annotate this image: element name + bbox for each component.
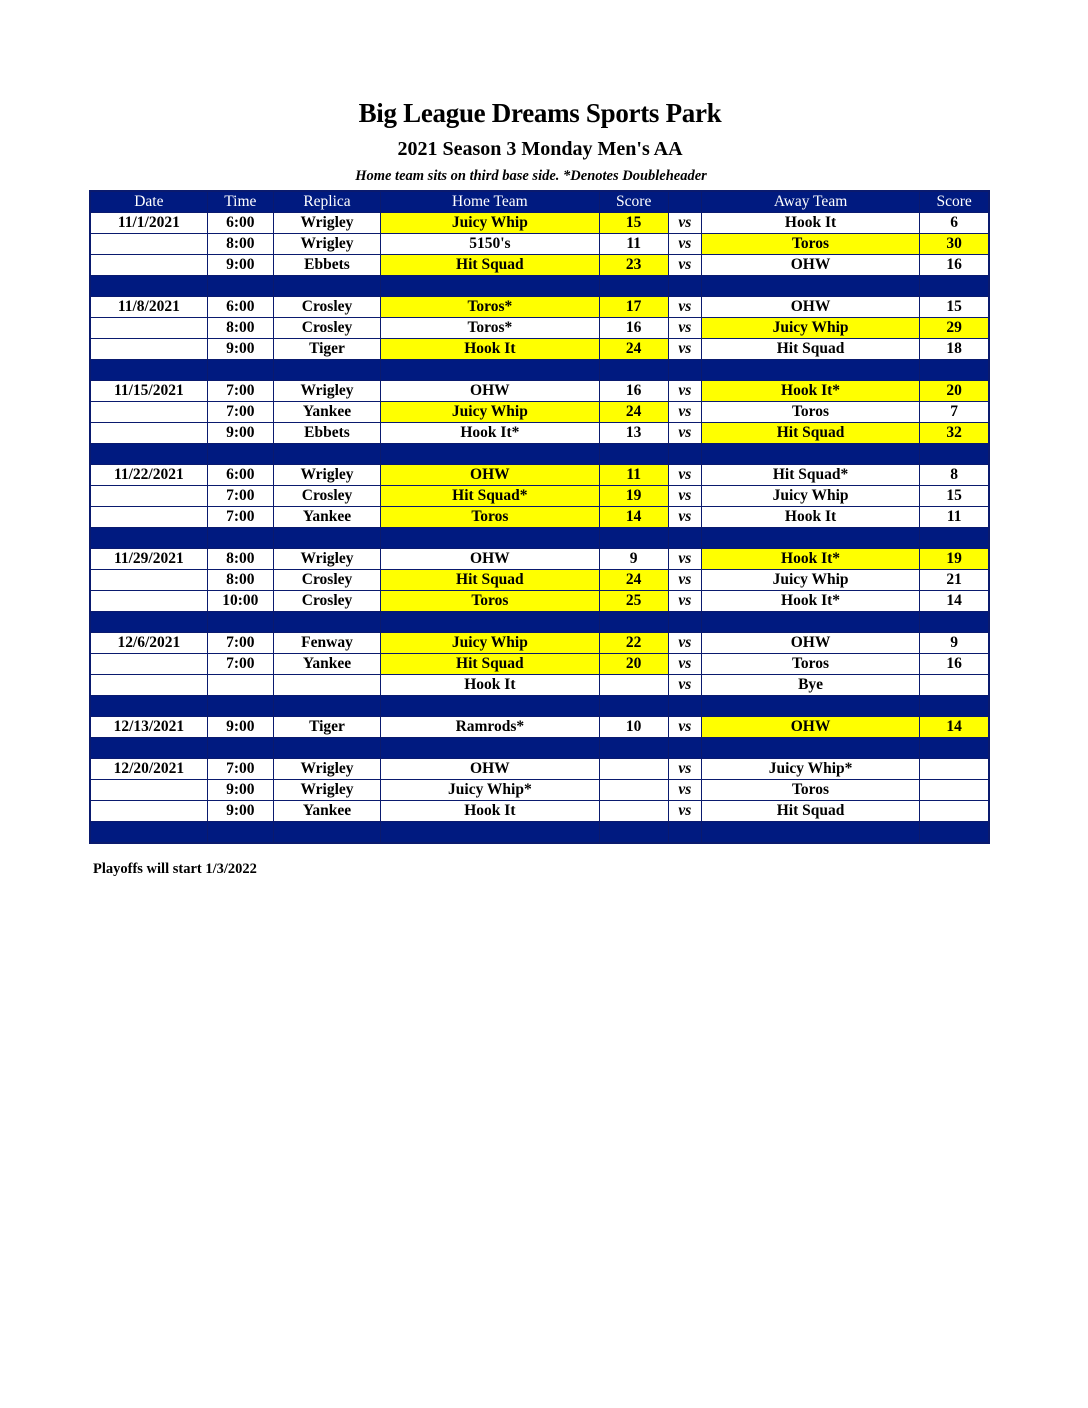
vs-label: vs (668, 654, 701, 675)
home-team: Toros* (381, 297, 599, 318)
game-date: 12/13/2021 (90, 717, 207, 738)
separator-cell (90, 738, 207, 759)
home-team: 5150's (381, 234, 599, 255)
home-team: Hook It (381, 339, 599, 360)
separator-cell (273, 696, 380, 717)
game-replica: Wrigley (273, 381, 380, 402)
separator-cell (273, 528, 380, 549)
separator-cell (381, 696, 599, 717)
separator-cell (701, 276, 919, 297)
game-date: 11/15/2021 (90, 381, 207, 402)
separator-cell (668, 696, 701, 717)
game-time: 8:00 (207, 234, 273, 255)
game-replica: Yankee (273, 507, 380, 528)
separator-cell (273, 360, 380, 381)
home-score: 24 (599, 339, 668, 360)
game-row (90, 381, 989, 402)
game-time: 6:00 (207, 297, 273, 318)
separator-cell (90, 276, 207, 297)
away-team: Hook It (701, 213, 919, 234)
game-time: 7:00 (207, 654, 273, 675)
home-score: 16 (599, 381, 668, 402)
home-team: Juicy Whip (381, 633, 599, 654)
vs-label: vs (668, 381, 701, 402)
separator-cell (381, 612, 599, 633)
vs-label: vs (668, 402, 701, 423)
separator-cell (207, 612, 273, 633)
col-vs (668, 191, 701, 213)
game-replica: Fenway (273, 633, 380, 654)
away-score: 8 (920, 465, 989, 486)
home-team: Hook It* (381, 423, 599, 444)
game-time: 10:00 (207, 591, 273, 612)
game-date (90, 591, 207, 612)
away-score: 14 (920, 717, 989, 738)
game-row (90, 507, 989, 528)
home-score: 15 (599, 213, 668, 234)
game-replica: Wrigley (273, 234, 380, 255)
vs-label: vs (668, 465, 701, 486)
game-time: 7:00 (207, 486, 273, 507)
separator-cell (920, 738, 989, 759)
game-time: 8:00 (207, 318, 273, 339)
separator-cell (599, 822, 668, 844)
game-replica: Ebbets (273, 255, 380, 276)
col-away-score: Score (920, 191, 989, 213)
away-score: 16 (920, 654, 989, 675)
home-team: OHW (381, 759, 599, 780)
game-replica: Ebbets (273, 423, 380, 444)
away-score: 11 (920, 507, 989, 528)
game-replica: Tiger (273, 717, 380, 738)
vs-label: vs (668, 486, 701, 507)
game-row (90, 591, 989, 612)
away-team: Juicy Whip (701, 486, 919, 507)
game-date: 11/8/2021 (90, 297, 207, 318)
away-team: OHW (701, 633, 919, 654)
game-time (207, 675, 273, 696)
away-score: 30 (920, 234, 989, 255)
game-date (90, 318, 207, 339)
home-score: 25 (599, 591, 668, 612)
home-score: 23 (599, 255, 668, 276)
col-time: Time (207, 191, 273, 213)
vs-label: vs (668, 591, 701, 612)
home-score: 16 (599, 318, 668, 339)
away-score: 6 (920, 213, 989, 234)
week-separator (90, 612, 989, 633)
separator-cell (668, 822, 701, 844)
vs-label: vs (668, 318, 701, 339)
game-row (90, 297, 989, 318)
home-team: Hook It (381, 801, 599, 822)
home-team: Hit Squad (381, 654, 599, 675)
week-separator (90, 360, 989, 381)
separator-cell (701, 822, 919, 844)
separator-cell (920, 444, 989, 465)
game-date (90, 675, 207, 696)
away-team: OHW (701, 255, 919, 276)
game-time: 9:00 (207, 423, 273, 444)
separator-cell (90, 612, 207, 633)
home-team: OHW (381, 381, 599, 402)
game-date: 12/6/2021 (90, 633, 207, 654)
game-replica: Crosley (273, 570, 380, 591)
away-score: 15 (920, 486, 989, 507)
game-time: 9:00 (207, 717, 273, 738)
separator-cell (668, 276, 701, 297)
schedule-header (90, 191, 989, 213)
home-score (599, 780, 668, 801)
separator-cell (668, 360, 701, 381)
separator-cell (599, 360, 668, 381)
vs-label: vs (668, 423, 701, 444)
game-row (90, 549, 989, 570)
separator-cell (207, 696, 273, 717)
away-team: Toros (701, 402, 919, 423)
home-team: Juicy Whip (381, 213, 599, 234)
away-score: 14 (920, 591, 989, 612)
game-time: 6:00 (207, 213, 273, 234)
away-score: 21 (920, 570, 989, 591)
separator-cell (701, 528, 919, 549)
away-team: Juicy Whip (701, 570, 919, 591)
vs-label: vs (668, 549, 701, 570)
away-score: 9 (920, 633, 989, 654)
game-date (90, 402, 207, 423)
home-score (599, 675, 668, 696)
separator-cell (701, 360, 919, 381)
away-team: Hook It (701, 507, 919, 528)
away-team: Hook It* (701, 549, 919, 570)
game-row (90, 780, 989, 801)
home-team: Hit Squad* (381, 486, 599, 507)
game-row (90, 675, 989, 696)
game-row (90, 486, 989, 507)
home-score: 9 (599, 549, 668, 570)
game-date (90, 423, 207, 444)
separator-cell (668, 528, 701, 549)
game-date (90, 801, 207, 822)
game-date (90, 486, 207, 507)
separator-cell (381, 360, 599, 381)
away-score (920, 801, 989, 822)
game-replica (273, 675, 380, 696)
week-separator (90, 276, 989, 297)
game-row (90, 234, 989, 255)
separator-cell (920, 528, 989, 549)
col-home-score: Score (599, 191, 668, 213)
home-team: Juicy Whip (381, 402, 599, 423)
away-team: Hit Squad (701, 423, 919, 444)
home-score: 24 (599, 402, 668, 423)
game-date: 11/22/2021 (90, 465, 207, 486)
week-separator (90, 444, 989, 465)
home-score: 24 (599, 570, 668, 591)
away-team: OHW (701, 297, 919, 318)
away-team: Juicy Whip (701, 318, 919, 339)
away-score (920, 675, 989, 696)
away-team: OHW (701, 717, 919, 738)
separator-cell (381, 528, 599, 549)
away-score (920, 780, 989, 801)
game-row (90, 465, 989, 486)
away-team: Hook It* (701, 381, 919, 402)
separator-cell (207, 276, 273, 297)
game-time: 7:00 (207, 402, 273, 423)
col-replica: Replica (273, 191, 380, 213)
away-team: Juicy Whip* (701, 759, 919, 780)
home-team: OHW (381, 465, 599, 486)
vs-label: vs (668, 675, 701, 696)
home-score: 20 (599, 654, 668, 675)
away-team: Hook It* (701, 591, 919, 612)
away-score (920, 759, 989, 780)
separator-cell (207, 822, 273, 844)
separator-cell (701, 612, 919, 633)
separator-cell (701, 444, 919, 465)
separator-cell (701, 738, 919, 759)
separator-cell (701, 696, 919, 717)
away-score: 15 (920, 297, 989, 318)
game-date (90, 234, 207, 255)
separator-cell (599, 696, 668, 717)
game-date (90, 255, 207, 276)
separator-cell (599, 444, 668, 465)
away-team: Bye (701, 675, 919, 696)
vs-label: vs (668, 213, 701, 234)
separator-cell (599, 612, 668, 633)
separator-cell (90, 528, 207, 549)
game-replica: Wrigley (273, 465, 380, 486)
vs-label: vs (668, 234, 701, 255)
game-row (90, 255, 989, 276)
home-team: Toros* (381, 318, 599, 339)
vs-label: vs (668, 801, 701, 822)
game-time: 8:00 (207, 570, 273, 591)
game-row (90, 654, 989, 675)
home-score: 13 (599, 423, 668, 444)
separator-cell (599, 528, 668, 549)
week-separator (90, 528, 989, 549)
away-team: Hit Squad* (701, 465, 919, 486)
separator-cell (273, 738, 380, 759)
game-replica: Crosley (273, 297, 380, 318)
game-date (90, 654, 207, 675)
home-team: Hook It (381, 675, 599, 696)
away-team: Toros (701, 234, 919, 255)
away-score: 19 (920, 549, 989, 570)
game-row (90, 402, 989, 423)
game-row (90, 570, 989, 591)
week-separator (90, 696, 989, 717)
vs-label: vs (668, 297, 701, 318)
home-team: Toros (381, 591, 599, 612)
home-score: 10 (599, 717, 668, 738)
game-date (90, 780, 207, 801)
separator-cell (207, 738, 273, 759)
home-team: Ramrods* (381, 717, 599, 738)
game-date: 11/29/2021 (90, 549, 207, 570)
week-separator (90, 738, 989, 759)
separator-cell (668, 612, 701, 633)
home-score: 14 (599, 507, 668, 528)
home-score: 22 (599, 633, 668, 654)
separator-cell (273, 612, 380, 633)
game-time: 9:00 (207, 339, 273, 360)
schedule-table (89, 190, 990, 844)
game-row (90, 801, 989, 822)
separator-cell (381, 444, 599, 465)
separator-cell (90, 822, 207, 844)
game-replica: Wrigley (273, 759, 380, 780)
separator-cell (668, 738, 701, 759)
game-replica: Yankee (273, 402, 380, 423)
away-team: Hit Squad (701, 339, 919, 360)
separator-cell (920, 276, 989, 297)
away-score: 29 (920, 318, 989, 339)
separator-cell (920, 822, 989, 844)
col-date: Date (90, 191, 207, 213)
vs-label: vs (668, 759, 701, 780)
game-time: 7:00 (207, 633, 273, 654)
away-team: Toros (701, 780, 919, 801)
separator-cell (273, 822, 380, 844)
game-replica: Wrigley (273, 213, 380, 234)
vs-label: vs (668, 570, 701, 591)
home-score (599, 801, 668, 822)
game-replica: Tiger (273, 339, 380, 360)
vs-label: vs (668, 507, 701, 528)
game-time: 7:00 (207, 759, 273, 780)
game-replica: Crosley (273, 318, 380, 339)
vs-label: vs (668, 339, 701, 360)
home-score: 11 (599, 465, 668, 486)
game-date: 12/20/2021 (90, 759, 207, 780)
game-date (90, 507, 207, 528)
separator-cell (599, 738, 668, 759)
game-date (90, 339, 207, 360)
separator-cell (90, 696, 207, 717)
away-team: Hit Squad (701, 801, 919, 822)
separator-cell (381, 822, 599, 844)
away-score: 32 (920, 423, 989, 444)
home-score: 17 (599, 297, 668, 318)
home-score: 11 (599, 234, 668, 255)
separator-cell (273, 444, 380, 465)
game-row (90, 717, 989, 738)
game-row (90, 633, 989, 654)
page-subtitle: 2021 Season 3 Monday Men's AA (397, 138, 683, 160)
vs-label: vs (668, 255, 701, 276)
game-replica: Crosley (273, 486, 380, 507)
game-time: 9:00 (207, 255, 273, 276)
game-replica: Wrigley (273, 549, 380, 570)
separator-cell (920, 612, 989, 633)
game-replica: Wrigley (273, 780, 380, 801)
home-team: Juicy Whip* (381, 780, 599, 801)
separator-cell (920, 360, 989, 381)
game-time: 7:00 (207, 507, 273, 528)
game-date: 11/1/2021 (90, 213, 207, 234)
schedule-note: Home team sits on third base side. *Denotes Doubleheader (355, 168, 707, 184)
separator-cell (90, 444, 207, 465)
page-title: Big League Dreams Sports Park (358, 98, 722, 128)
separator-cell (90, 360, 207, 381)
vs-label: vs (668, 780, 701, 801)
separator-cell (381, 738, 599, 759)
game-row (90, 339, 989, 360)
separator-cell (207, 360, 273, 381)
separator-cell (668, 444, 701, 465)
home-team: Hit Squad (381, 570, 599, 591)
separator-cell (273, 276, 380, 297)
week-separator (90, 822, 989, 844)
away-team: Toros (701, 654, 919, 675)
vs-label: vs (668, 717, 701, 738)
game-time: 8:00 (207, 549, 273, 570)
away-score: 20 (920, 381, 989, 402)
game-row (90, 213, 989, 234)
game-replica: Crosley (273, 591, 380, 612)
game-time: 7:00 (207, 381, 273, 402)
game-time: 9:00 (207, 780, 273, 801)
col-home-team: Home Team (381, 191, 599, 213)
away-score: 7 (920, 402, 989, 423)
separator-cell (920, 696, 989, 717)
separator-cell (599, 276, 668, 297)
home-team: Hit Squad (381, 255, 599, 276)
game-time: 6:00 (207, 465, 273, 486)
game-time: 9:00 (207, 801, 273, 822)
home-team: Toros (381, 507, 599, 528)
col-away-team: Away Team (701, 191, 919, 213)
game-row (90, 759, 989, 780)
game-replica: Yankee (273, 654, 380, 675)
home-score (599, 759, 668, 780)
game-row (90, 318, 989, 339)
vs-label: vs (668, 633, 701, 654)
home-team: OHW (381, 549, 599, 570)
separator-cell (381, 276, 599, 297)
away-score: 16 (920, 255, 989, 276)
game-row (90, 423, 989, 444)
schedule-body (90, 213, 989, 844)
separator-cell (207, 444, 273, 465)
game-replica: Yankee (273, 801, 380, 822)
game-date (90, 570, 207, 591)
home-score: 19 (599, 486, 668, 507)
away-score: 18 (920, 339, 989, 360)
playoffs-note: Playoffs will start 1/3/2022 (93, 861, 257, 877)
separator-cell (207, 528, 273, 549)
